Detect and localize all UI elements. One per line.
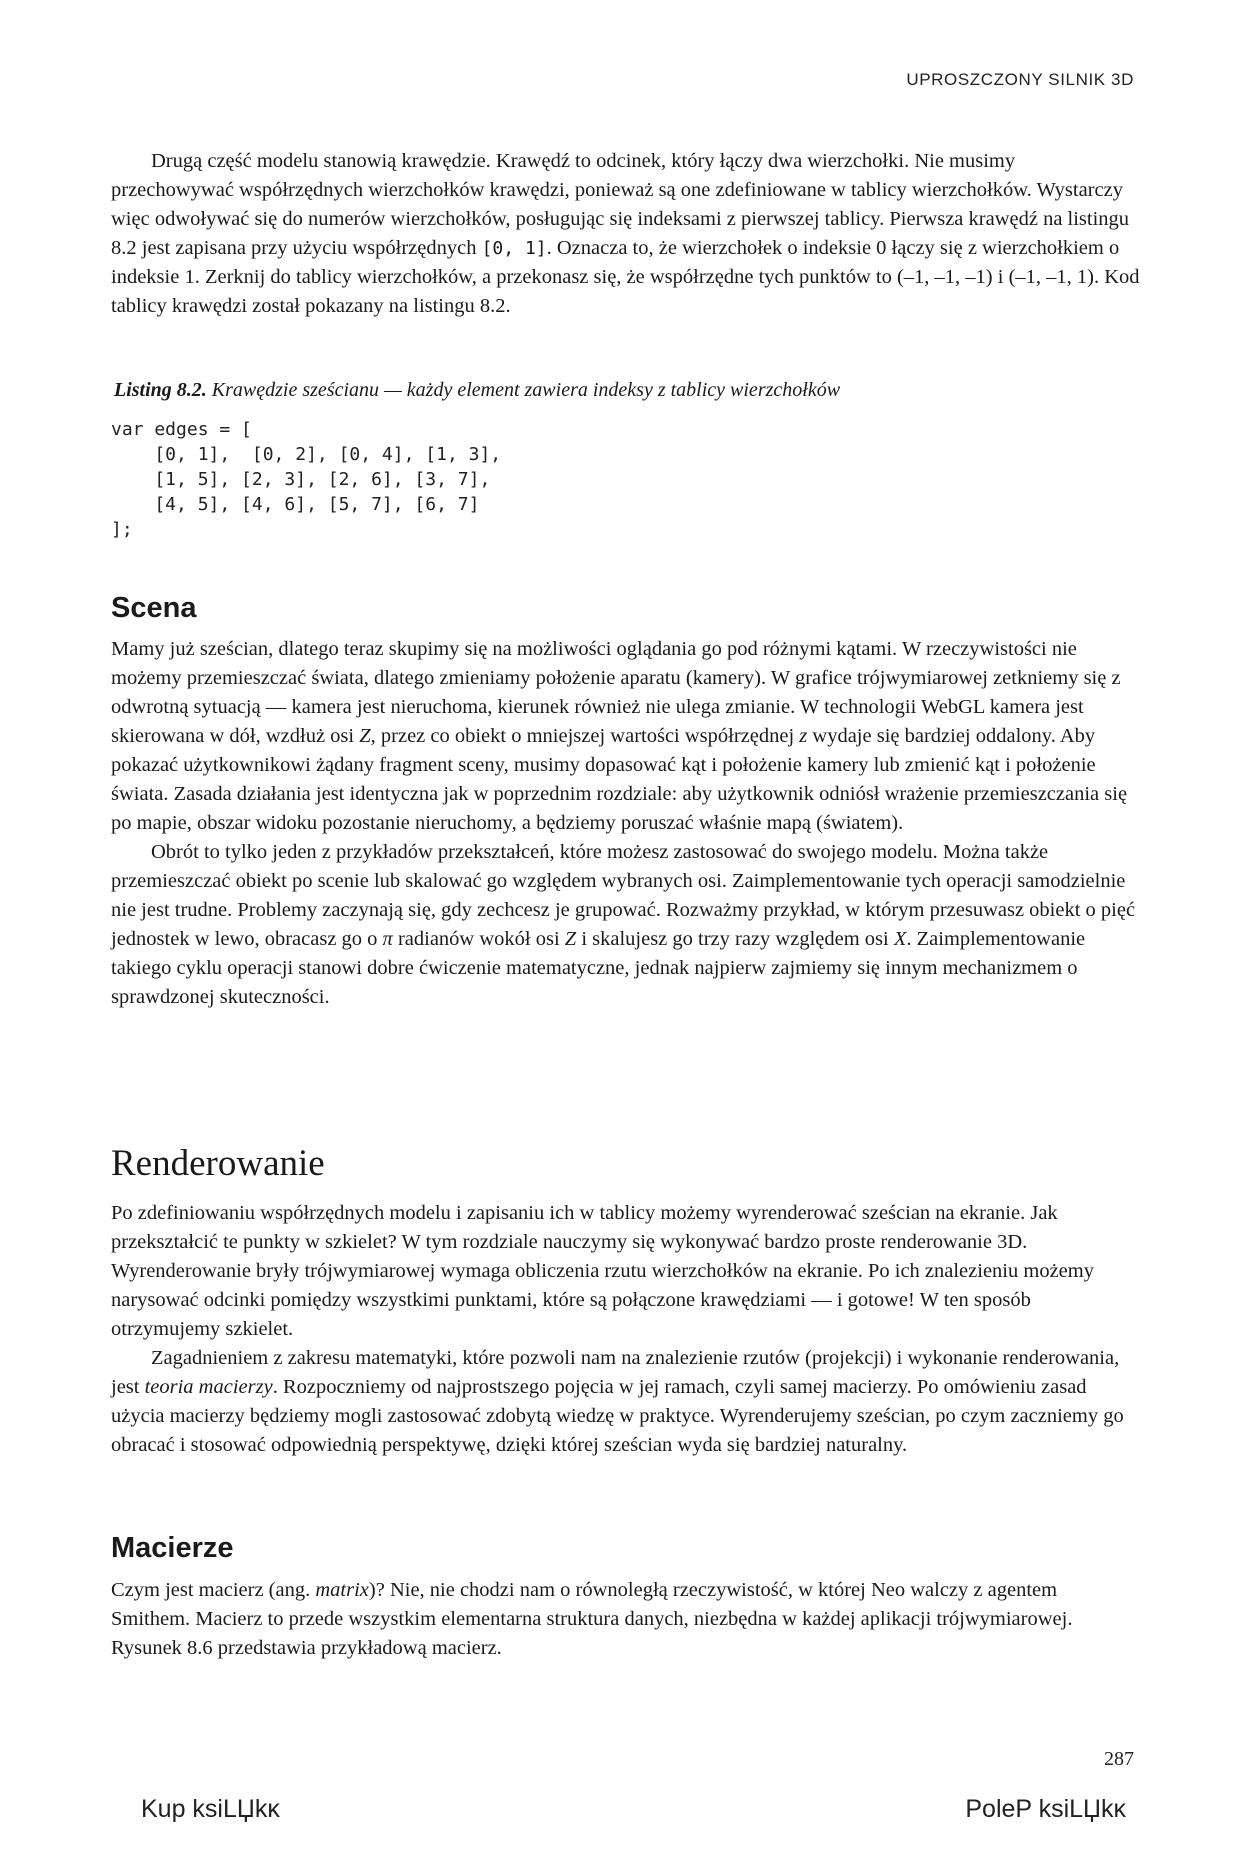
- intro-section: [111, 147, 1141, 321]
- math-var: π: [382, 928, 393, 950]
- math-var: z: [799, 725, 808, 747]
- macierze-paragraph-1: [111, 1576, 1141, 1663]
- text-run: Mamy już sześcian, dlatego teraz skupimy się na możliwości oglądania go pod różnymi kątami. W rzeczywistości nie możemy przemieszczać świata, dlatego zmieniamy położenie aparatu (kamery). W grafice trójwymiarowej zetkniemy się z odwrotną sytuacją — kamera jest nieruchoma, kierunek również nie ulega zmianie. W technologii WebGL kamera jest skierowana w dół, wzdłuż osi: [111, 638, 1121, 747]
- listing-caption-text: Krawędzie sześcianu — każdy element zawiera indeksy z tablicy wierzchołków: [206, 379, 841, 401]
- intro-text-b: . Oznacza to, że wierzchołek o indeksie 0 łączy się z wierzchołkiem o indeksie 1. Zerknij do tablicy wierzchołków, a przekonasz się, że współrzędne tych punktów to (–1, –1, –1) i (–1, –1, 1). Kod tablicy krawędzi został pokazany na listingu 8.2.: [111, 237, 1140, 317]
- running-head: UPROSZCZONY SILNIK 3D: [906, 70, 1134, 89]
- text-run: i skalujesz go trzy razy względem osi: [576, 928, 894, 950]
- section-heading-scena: Scena: [111, 592, 197, 624]
- recommend-book-link[interactable]: PoleP ksiLЏkĸ: [965, 1795, 1126, 1823]
- inline-code: [0, 1]: [481, 238, 547, 259]
- chapter-heading-renderowanie: Renderowanie: [111, 1143, 325, 1184]
- text-run: )? Nie, nie chodzi nam o równoległą rzeczywistość, w której Neo walczy z agentem Smithem. Macierz to przede wszystkim elementarna struktura danych, niezbędna w każdej aplikacji trójwymiarowej. Rysunek 8.6 przedstawia przykładową macierz.: [111, 1579, 1073, 1659]
- math-var: X: [893, 928, 907, 950]
- code-listing: var edges = [ [0, 1], [0, 2], [0, 4], [1, 3], [1, 5], [2, 3], [2, 6], [3, 7], [4, 5], [4, 6], [5, 7], [6, 7] ];: [111, 419, 502, 540]
- text-run: radianów wokół osi: [392, 928, 565, 950]
- renderowanie-paragraph-1: Po zdefiniowaniu współrzędnych modelu i zapisaniu ich w tablicy możemy wyrenderować sześcian na ekranie. Jak przekształcić te punkty w szkielet? W tym rozdziale nauczymy się wykonywać bardzo proste renderowanie 3D. Wyrenderowanie bryły trójwymiarowej wymaga obliczenia rzutu wierzchołków na ekranie. Po ich znalezieniu możemy narysować odcinki pomiędzy wszystkimi punktami, które są połączone krawędziami — i gotowe! W ten sposób otrzymujemy szkielet.: [111, 1202, 1094, 1340]
- math-var: Z: [359, 725, 371, 747]
- renderowanie-section: [111, 1199, 1141, 1460]
- section-heading-macierze: Macierze: [111, 1532, 234, 1564]
- intro-paragraph: [111, 147, 1141, 321]
- page-number: 287: [1104, 1748, 1134, 1770]
- listing-label: Listing 8.2.: [114, 379, 207, 401]
- text-run: . Rozpoczniemy od najprostszego pojęcia w jej ramach, czyli samej macierzy. Po omówieniu zasad użycia macierzy będziemy mogli zastosować zdobytą wiedzę w praktyce. Wyrenderujemy sześcian, po czym zaczniemy go obracać i stosować odpowiednią perspektywę, dzięki której sześcian wyda się bardziej naturalny.: [111, 1376, 1124, 1456]
- macierze-section: [111, 1576, 1141, 1663]
- scena-paragraph-2: [111, 838, 1141, 1012]
- intro-text-a: Drugą część modelu stanowią krawędzie. Krawędź to odcinek, który łączy dwa wierzchołki. Nie musimy przechowywać współrzędnych wierzchołków krawędzi, ponieważ są one zdefiniowane w tablicy wierzchołków. Wystarczy więc odwoływać się do numerów wierzchołków, posługując się indeksami z pierwszej tablicy. Pierwsza krawędź na listingu 8.2 jest zapisana przy użyciu współrzędnych: [111, 150, 1130, 259]
- renderowanie-paragraph-2: [111, 1344, 1141, 1460]
- text-run: , przez co obiekt o mniejszej wartości współrzędnej: [370, 725, 800, 747]
- buy-book-link[interactable]: Kup ksiLЏkĸ: [141, 1795, 280, 1823]
- scena-section: [111, 635, 1141, 1012]
- math-var: Z: [564, 928, 577, 950]
- text-run: . Zaimplementowanie takiego cyklu operacji stanowi dobre ćwiczenie matematyczne, jednak najpierw zajmiemy się innym mechanizmem o sprawdzonej skuteczności.: [111, 928, 1086, 1008]
- text-run: wydaje się bardziej oddalony. Aby pokazać użytkownikowi żądany fragment sceny, musimy dopasować kąt i położenie kamery lub zmienić kąt i położenie świata. Zasada działania jest identyczna jak w poprzednim rozdziale: aby użytkownik odniósł wrażenie przemieszczania się po mapie, obszar widoku pozostanie nieruchomy, a będziemy poruszać właśnie mapą (światem).: [111, 725, 1128, 834]
- emphasis: matrix: [315, 1579, 369, 1601]
- text-run: Obrót to tylko jeden z przykładów przekształceń, które możesz zastosować do swojego modelu. Można także przemieszczać obiekt po scenie lub skalować go względem wybranych osi. Zaimplementowanie tych operacji samodzielnie nie jest trudne. Problemy zaczynają się, gdy zechcesz je grupować. Rozważmy przykład, w którym przesuwasz obiekt o pięć jednostek w lewo, obracasz go o: [111, 841, 1136, 950]
- listing-caption: [114, 379, 840, 402]
- scena-paragraph-1: [111, 635, 1141, 838]
- text-run: Czym jest macierz (ang.: [111, 1579, 316, 1601]
- text-run: Zagadnieniem z zakresu matematyki, które pozwoli nam na znalezienie rzutów (projekcji) i wykonanie renderowania, jest: [111, 1347, 1120, 1398]
- emphasis: teoria macierzy: [144, 1376, 273, 1398]
